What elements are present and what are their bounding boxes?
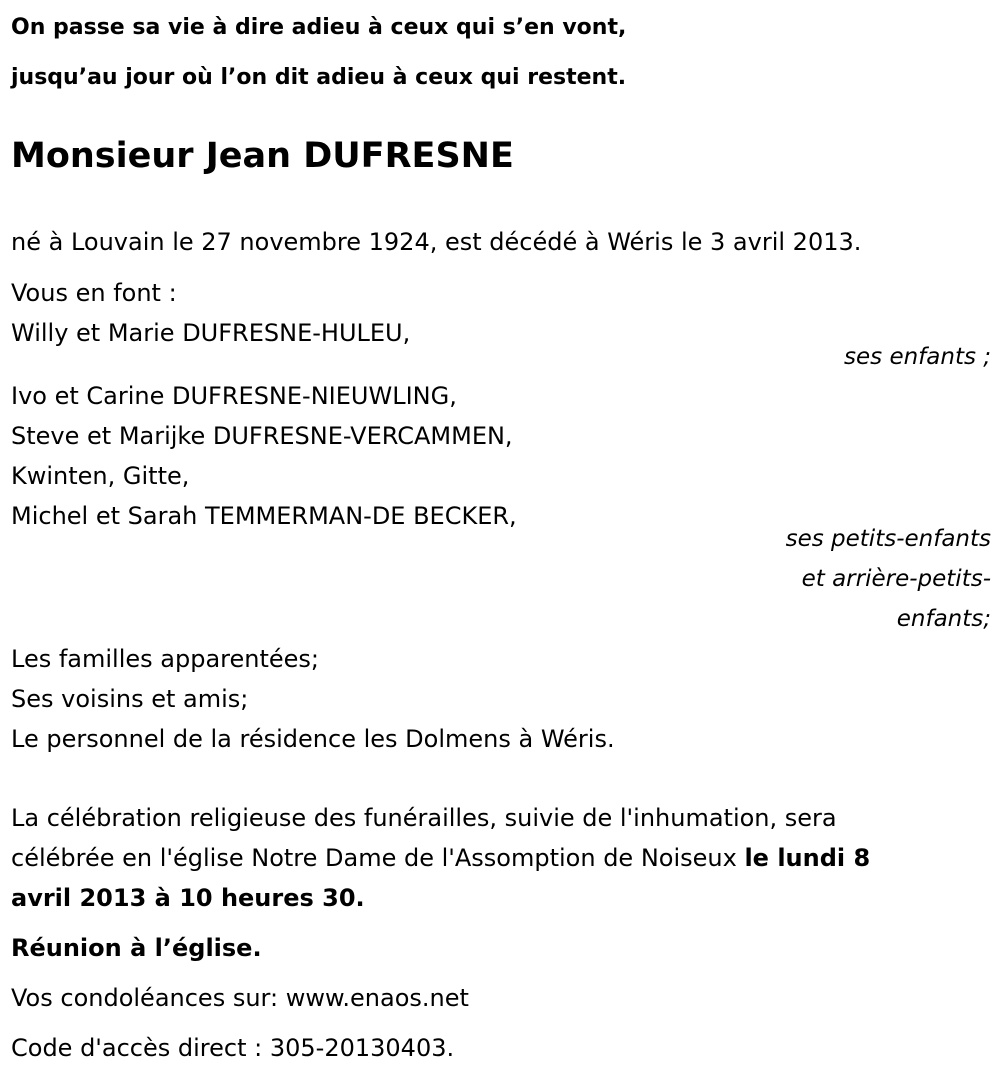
- death-notice: [11, 0, 991, 1062]
- grandchild-line-4: Michel et Sarah TEMMERMAN-DE BECKER,: [11, 502, 517, 530]
- others-line-1: Les familles apparentées;: [11, 645, 320, 673]
- grandchild-line-3: Kwinten, Gitte,: [11, 462, 190, 490]
- ceremony-line-1: La célébration religieuse des funérailles, suivie de l'inhumation, sera: [11, 804, 837, 832]
- grandchildren-relation-3: enfants;: [896, 606, 991, 632]
- ceremony-date: le lundi 8: [744, 844, 871, 872]
- intro-line: Vous en font :: [11, 279, 177, 307]
- epigraph-line-2: jusqu’au jour où l’on dit adieu à ceux qui restent.: [11, 65, 627, 90]
- others-line-2: Ses voisins et amis;: [11, 685, 249, 713]
- grandchild-line-2: Steve et Marijke DUFRESNE-VERCAMMEN,: [11, 422, 513, 450]
- epigraph: [11, 0, 991, 103]
- ceremony-line-2: [11, 838, 870, 878]
- ceremony-place: célébrée en l'église Notre Dame de l'Assomption de Noiseux: [11, 844, 745, 872]
- grandchildren-relation-1: ses petits-enfants: [785, 526, 991, 552]
- meeting-info: Réunion à l’église.: [11, 934, 262, 962]
- condolences-line: Vos condoléances sur: www.enaos.net: [11, 984, 469, 1012]
- ceremony-time: avril 2013 à 10 heures 30.: [11, 884, 365, 912]
- epigraph-line-1: On passe sa vie à dire adieu à ceux qui s’en vont,: [11, 15, 627, 40]
- grandchild-line-1: Ivo et Carine DUFRESNE-NIEUWLING,: [11, 382, 457, 410]
- birth-death-line: né à Louvain le 27 novembre 1924, est décédé à Wéris le 3 avril 2013.: [11, 228, 862, 256]
- access-code-line: Code d'accès direct : 305-20130403.: [11, 1034, 455, 1062]
- children-relation: ses enfants ;: [844, 344, 991, 370]
- grandchildren-relation-2: et arrière-petits-: [801, 566, 991, 592]
- others-line-3: Le personnel de la résidence les Dolmens à Wéris.: [11, 725, 615, 753]
- children-names: Willy et Marie DUFRESNE-HULEU,: [11, 319, 411, 347]
- deceased-name: Monsieur Jean DUFRESNE: [11, 136, 514, 176]
